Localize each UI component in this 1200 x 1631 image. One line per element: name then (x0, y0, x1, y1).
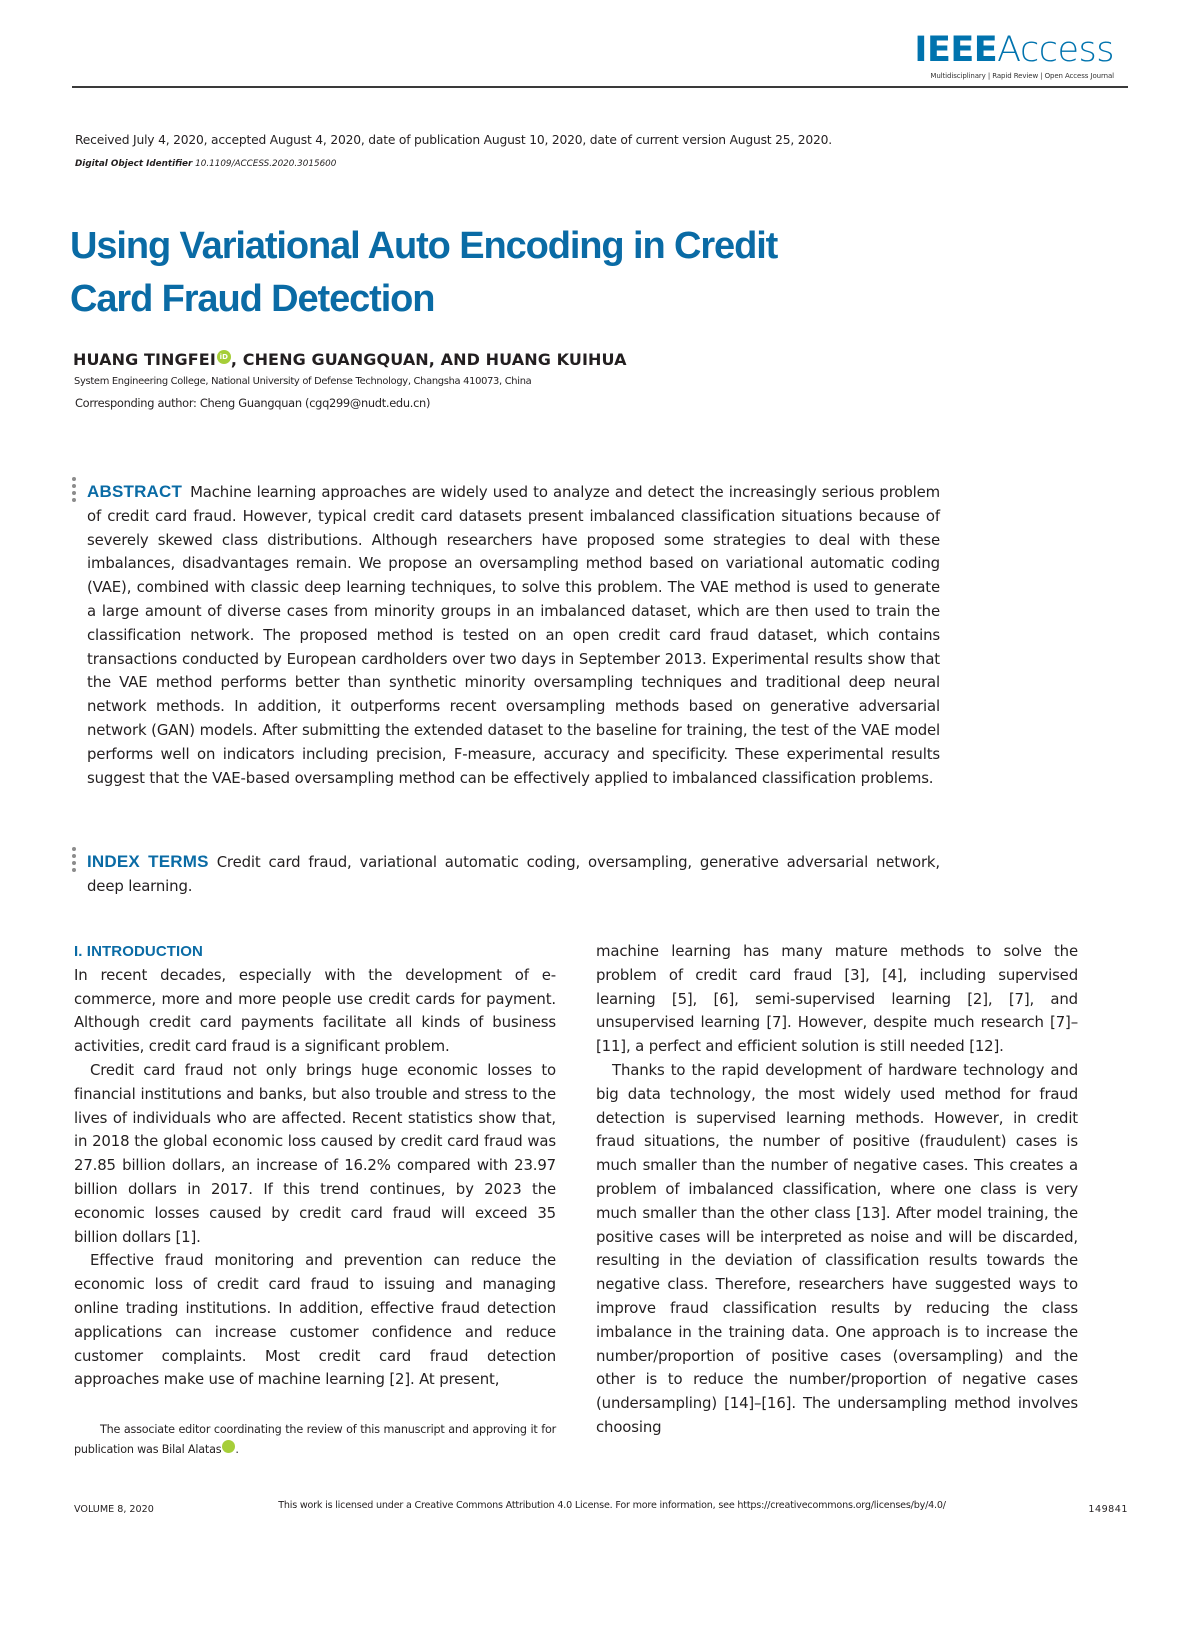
license-notice: This work is licensed under a Creative Commons Attribution 4.0 License. For more information, see https://creativecommons.org/licenses/by/4.0/ (278, 1500, 946, 1511)
index-terms (87, 850, 940, 899)
abstract (87, 480, 940, 790)
paper-title: Using Variational Auto Encoding in Credit Card Fraud Detection (70, 225, 778, 320)
author-list (73, 349, 627, 371)
abstract-dots-icon (72, 477, 77, 505)
page-number: 149841 (1088, 1504, 1128, 1515)
intro-paragraph: Effective fraud monitoring and prevention can reduce the economic loss of credit card fraud to issuing and managing online trading institutions. In addition, effective fraud detection applications can increase customer confidence and reduce customer complaints. Most credit card fraud detection approaches make use of machine learning [2]. At present, (74, 1251, 556, 1389)
index-terms-label: INDEX TERMS (87, 852, 209, 871)
received-dates: Received July 4, 2020, accepted August 4, 2020, date of publication August 10, 2020, date of current version August 25, 2020. (75, 133, 832, 147)
intro-paragraph: machine learning has many mature methods to solve the problem of credit card fraud [3], [4], including supervised learning [5], [6], semi-supervised learning [2], [7], and unsupervised learning [7]. However, despite much research [7]–[11], a perfect and efficient solution is still needed [12]. (596, 942, 1078, 1056)
volume-label: VOLUME 8, 2020 (74, 1504, 154, 1515)
footnote-end: . (235, 1442, 239, 1456)
corresponding-author: Corresponding author: Cheng Guangquan (cgq299@nudt.edu.cn) (75, 396, 431, 410)
right-column (596, 940, 1078, 1440)
intro-paragraph: In recent decades, especially with the development of e-commerce, more and more people use credit cards for payment. Although credit card payments facilitate all kinds of business activities, credit card fraud is a significant problem. (74, 965, 556, 1056)
left-column (74, 940, 556, 1392)
affiliation: System Engineering College, National University of Defense Technology, Changsha 410073, China (74, 376, 532, 387)
logo-wordmark (914, 30, 1114, 70)
orcid-icon[interactable]: iD (217, 350, 231, 364)
logo-tagline: Multidisciplinary | Rapid Review | Open Access Journal (930, 72, 1114, 80)
ieee-access-logo (914, 30, 1114, 80)
header-rule (72, 86, 1128, 88)
logo-access: Access (997, 30, 1114, 70)
index-terms-text: Credit card fraud, variational automatic coding, oversampling, generative adversarial network, deep learning. (87, 853, 940, 895)
intro-paragraph: Credit card fraud not only brings huge economic losses to financial institutions and banks, but also trouble and stress to the lives of individuals who are affected. Recent statistics show that, in 2018 the global economic loss caused by credit card fraud was 27.85 billion dollars, an increase of 16.2% compared with 23.97 billion dollars in 2017. If this trend continues, by 2023 the economic losses caused by credit card fraud will exceed 35 billion dollars [1]. (74, 1060, 556, 1246)
abstract-text: Machine learning approaches are widely used to analyze and detect the increasingly serious problem of credit card fraud. However, typical credit card datasets present imbalanced classification situations because of severely skewed class distributions. Although researchers have proposed some strategies to deal with these imbalances, disadvantages remain. We propose an oversampling method based on variational automatic coding (VAE), combined with classic deep learning techniques, to solve this problem. The VAE method is used to generate a large amount of diverse cases from minority groups in an imbalanced dataset, which are then used to train the classification network. The proposed method is tested on an open credit card fraud dataset, which contains transactions conducted by European cardholders over two days in September 2013. Experimental results show that the VAE method performs better than synthetic minority oversampling techniques and traditional deep neural network methods. In addition, it outperforms recent oversampling methods based on generative adversarial network (GAN) models. After submitting the extended dataset to the baseline for training, the test of the VAE model performs well on indicators including precision, F-measure, accuracy and specificity. These experimental results suggest that the VAE-based oversampling method can be effectively applied to imbalanced classification problems. (87, 483, 940, 787)
abstract-label: ABSTRACT (87, 482, 183, 501)
index-terms-dots-icon (72, 847, 77, 875)
intro-paragraph: Thanks to the rapid development of hardware technology and big data technology, the most widely used method for fraud detection is supervised learning methods. However, in credit fraud situations, the number of positive (fraudulent) cases is much smaller than the number of negative cases. This creates a problem of imbalanced classification, where one class is very much smaller than the other class [13]. After model training, the positive cases will be interpreted as noise and will be discarded, resulting in the deviation of classification results towards the negative class. Therefore, researchers have suggested ways to improve fraud classification results by reducing the class imbalance in the training data. One approach is to increase the number/proportion of positive cases (oversampling) and the other is to reduce the number/proportion of negative cases (undersampling) [14]–[16]. The undersampling method involves choosing (596, 1060, 1078, 1436)
footnote-text: The associate editor coordinating the review of this manuscript and approving it for publication was Bilal Alatas (74, 1423, 556, 1456)
doi-label: Digital Object Identifier (75, 159, 193, 169)
logo-ieee: IEEE (914, 30, 998, 70)
doi-line (75, 158, 336, 170)
editor-footnote (74, 1420, 556, 1460)
doi-value: 10.1109/ACCESS.2020.3015600 (192, 159, 337, 169)
other-authors: , CHENG GUANGQUAN, AND HUANG KUIHUA (230, 350, 627, 369)
orcid-icon[interactable]: iD (222, 1440, 235, 1453)
page-footer (72, 1500, 1128, 1520)
section-heading-introduction: I. INTRODUCTION (74, 943, 203, 960)
first-author: HUANG TINGFEI (73, 350, 216, 369)
